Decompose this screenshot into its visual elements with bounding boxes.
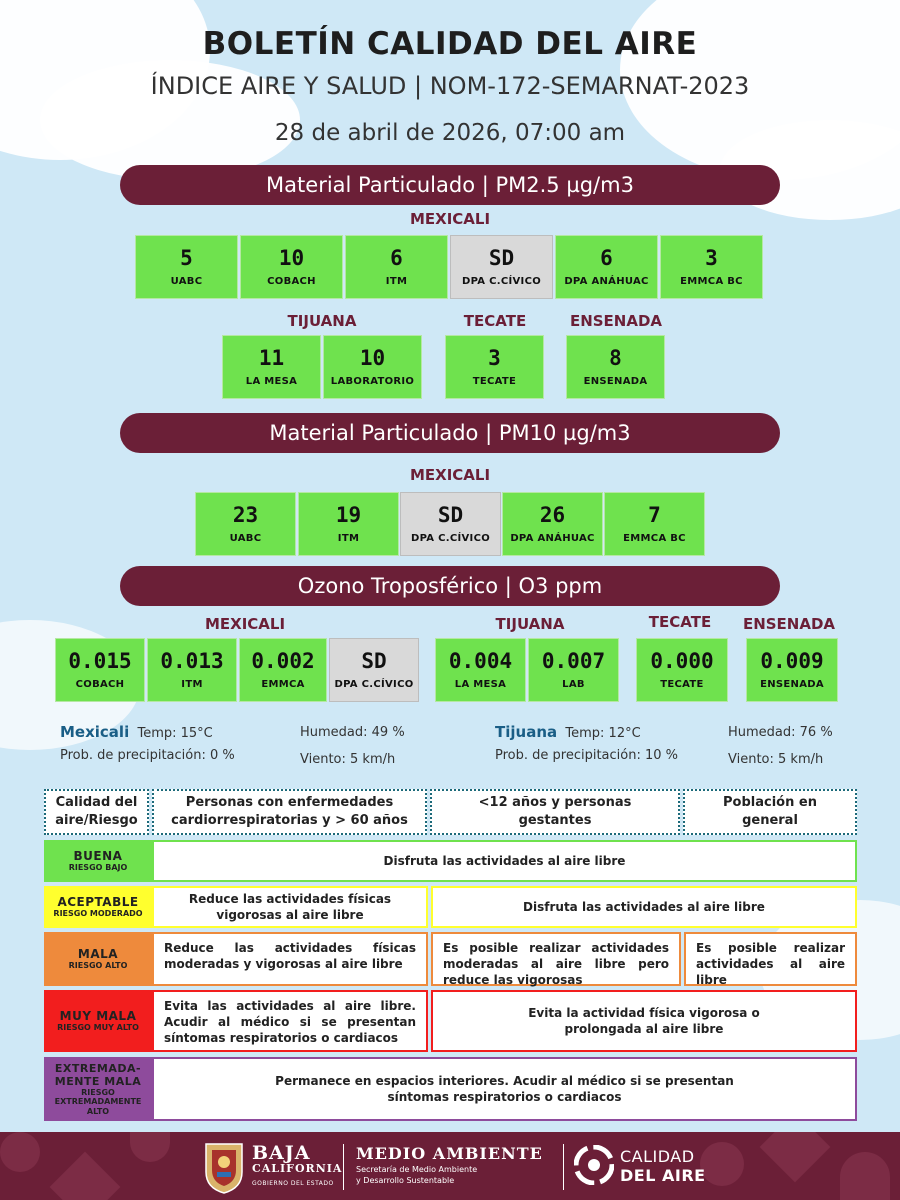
footer-pattern-shape — [700, 1142, 744, 1186]
footer-pattern-shape — [760, 1132, 831, 1182]
pm25-city-tecate: TECATE — [463, 312, 527, 330]
pm25-station-tile — [445, 335, 544, 399]
station-name: EMMCA BC — [680, 276, 743, 288]
recommendation-aceptable-sensitive: Reduce las actividades físicas vigorosas al aire libre — [152, 886, 428, 928]
pm25-station-tile — [135, 235, 238, 299]
station-name: DPA C.CÍVICO — [410, 533, 491, 545]
pm25-station-tile — [566, 335, 665, 399]
station-name: ITM — [385, 276, 408, 288]
o3-city-tecate: TECATE — [648, 613, 712, 631]
state-name-line1: BAJA — [252, 1142, 311, 1164]
station-value: 11 — [258, 345, 285, 370]
air-quality-logo-icon — [574, 1145, 614, 1185]
table-header-children: <12 años y personas gestantes — [430, 789, 680, 835]
level-extremadamente-mala — [44, 1057, 152, 1121]
station-name: EMMCA — [261, 679, 305, 691]
pm10-station-tile — [502, 492, 603, 556]
station-value: 8 — [609, 345, 622, 370]
o3-station-tile — [636, 638, 728, 702]
recommendation-extremadamente-mala: Permanece en espacios interiores. Acudir al médico si se presentan síntomas respiratorios o cardiacos — [152, 1057, 857, 1121]
temperature: Temp: 15°C — [137, 726, 213, 741]
brand-name-line1: CALIDAD — [620, 1147, 695, 1166]
station-value: 0.004 — [448, 648, 513, 673]
o3-station-tile — [435, 638, 526, 702]
footer-pattern-shape — [840, 1152, 890, 1200]
o3-station-tile — [746, 638, 838, 702]
station-name: COBACH — [75, 679, 125, 691]
station-value: 3 — [705, 245, 718, 270]
station-name: DPA ANÁHUAC — [564, 276, 649, 288]
footer-divider — [563, 1144, 564, 1190]
level-name: ACEPTABLE — [57, 895, 139, 910]
weather-mexicali-temp — [60, 723, 213, 741]
pm25-city-mexicali: MEXICALI — [409, 210, 491, 228]
o3-city-tijuana: TIJUANA — [495, 615, 565, 633]
weather-city-tijuana: Tijuana — [495, 723, 558, 741]
station-name: ENSENADA — [583, 376, 648, 388]
station-value: 0.009 — [760, 648, 824, 673]
o3-station-tile — [329, 638, 419, 702]
pm10-city-mexicali: MEXICALI — [409, 466, 491, 484]
station-value: 7 — [648, 502, 661, 527]
station-value: 0.015 — [68, 648, 132, 673]
station-value: 6 — [600, 245, 613, 270]
pm25-station-tile — [323, 335, 422, 399]
recommendation-muy-mala-rest: Evita la actividad física vigorosa o prolongada al aire libre — [431, 990, 857, 1052]
coat-of-arms-icon — [203, 1138, 245, 1194]
weather-mexicali-humidity: Humedad: 49 % — [300, 725, 405, 740]
brand-name-line2: DEL AIRE — [620, 1166, 706, 1185]
station-name: LAB — [562, 679, 585, 691]
station-name: UABC — [170, 276, 203, 288]
footer-pattern-shape — [50, 1152, 121, 1200]
level-aceptable — [44, 886, 152, 928]
station-name: TECATE — [472, 376, 517, 388]
department-subtitle-line2: y Desarrollo Sustentable — [356, 1176, 455, 1185]
station-name: TECATE — [660, 679, 704, 691]
station-name: DPA ANÁHUAC — [510, 533, 595, 545]
weather-tijuana-humidity: Humedad: 76 % — [728, 725, 833, 740]
station-name: ENSENADA — [760, 679, 824, 691]
weather-mexicali-precip: Prob. de precipitación: 0 % — [60, 748, 235, 763]
recommendation-mala-sensitive: Reduce las actividades físicas moderadas y vigorosas al aire libre — [152, 932, 428, 986]
level-risk: RIESGO MUY ALTO — [57, 1023, 139, 1033]
pm25-section-header: Material Particulado | PM2.5 µg/m3 — [120, 165, 780, 205]
station-value: 0.002 — [251, 648, 315, 673]
station-value: SD — [361, 648, 387, 673]
pm10-station-tile — [400, 492, 501, 556]
pm25-station-tile — [222, 335, 321, 399]
page-title: BOLETÍN CALIDAD DEL AIRE — [202, 26, 698, 62]
bulletin-datetime: 28 de abril de 2026, 07:00 am — [274, 120, 626, 146]
station-value: 19 — [335, 502, 362, 527]
level-risk: RIESGO ALTO — [68, 961, 128, 971]
o3-station-tile — [55, 638, 145, 702]
station-value: SD — [437, 502, 464, 527]
station-name: ITM — [337, 533, 360, 545]
o3-station-tile — [528, 638, 619, 702]
level-name: EXTREMADA-MENTE MALA — [54, 1061, 142, 1088]
department-name: MEDIO AMBIENTE — [356, 1144, 543, 1163]
recommendation-buena: Disfruta las actividades al aire libre — [152, 840, 857, 882]
table-header-general: Población en general — [683, 789, 857, 835]
station-value: 10 — [359, 345, 386, 370]
o3-station-tile — [147, 638, 237, 702]
o3-city-mexicali: MEXICALI — [204, 615, 286, 633]
o3-station-tile — [239, 638, 327, 702]
footer-bar — [0, 1132, 900, 1200]
weather-tijuana-precip: Prob. de precipitación: 10 % — [495, 748, 679, 763]
station-name: LA MESA — [245, 376, 298, 388]
weather-city-mexicali: Mexicali — [60, 723, 130, 741]
recommendation-mala-children: Es posible realizar actividades moderadas al aire libre pero reduce las vigorosas — [431, 932, 681, 986]
temperature: Temp: 12°C — [565, 726, 641, 741]
state-government-label: GOBIERNO DEL ESTADO — [252, 1180, 334, 1187]
weather-mexicali-wind: Viento: 5 km/h — [300, 752, 396, 767]
level-muy-mala — [44, 990, 152, 1052]
pm10-station-tile — [195, 492, 296, 556]
station-name: DPA C.CÍVICO — [334, 679, 414, 691]
level-buena — [44, 840, 152, 882]
o3-section-header: Ozono Troposférico | O3 ppm — [120, 566, 780, 606]
station-value: 23 — [232, 502, 259, 527]
footer-pattern-shape — [0, 1132, 40, 1172]
pm25-city-ensenada: ENSENADA — [569, 312, 663, 330]
pm25-station-tile — [660, 235, 763, 299]
level-mala — [44, 932, 152, 986]
weather-tijuana-wind: Viento: 5 km/h — [728, 752, 824, 767]
pm25-station-tile — [555, 235, 658, 299]
station-name: EMMCA BC — [623, 533, 686, 545]
level-name: MUY MALA — [59, 1009, 137, 1024]
station-name: COBACH — [267, 276, 316, 288]
level-risk: RIESGO EXTREMADAMENTE ALTO — [54, 1087, 142, 1116]
recommendation-mala-general: Es posible realizar actividades al aire libre — [684, 932, 857, 986]
station-value: 0.007 — [541, 648, 606, 673]
pm10-station-tile — [298, 492, 399, 556]
station-value: 26 — [539, 502, 566, 527]
weather-tijuana-temp — [495, 723, 641, 741]
station-value: SD — [488, 245, 515, 270]
pm25-station-tile — [345, 235, 448, 299]
pm25-station-tile — [450, 235, 553, 299]
o3-city-ensenada: ENSENADA — [742, 615, 836, 633]
station-name: ITM — [181, 679, 203, 691]
level-name: MALA — [77, 947, 119, 962]
level-risk: RIESGO BAJO — [68, 863, 128, 873]
station-name: LA MESA — [454, 679, 507, 691]
department-subtitle-line1: Secretaría de Medio Ambiente — [356, 1165, 478, 1174]
level-risk: RIESGO MODERADO — [53, 909, 143, 919]
station-value: 0.013 — [160, 648, 224, 673]
state-name-line2: CALIFORNIA — [252, 1162, 343, 1175]
recommendation-aceptable-rest: Disfruta las actividades al aire libre — [431, 886, 857, 928]
footer-divider — [343, 1144, 344, 1190]
pm25-station-tile — [240, 235, 343, 299]
station-value: 5 — [180, 245, 193, 270]
station-name: UABC — [229, 533, 262, 545]
pm25-city-tijuana: TIJUANA — [287, 312, 357, 330]
station-value: 0.000 — [650, 648, 714, 673]
station-value: 3 — [488, 345, 501, 370]
station-name: LABORATORIO — [330, 376, 415, 388]
page-subtitle: ÍNDICE AIRE Y SALUD | NOM-172-SEMARNAT-2023 — [150, 72, 750, 100]
table-header-sensitive: Personas con enfermedades cardiorrespiratorias y > 60 años — [152, 789, 427, 835]
recommendation-muy-mala-sensitive: Evita las actividades al aire libre. Acudir al médico si se presentan síntomas respiratorios o cardiacos — [152, 990, 428, 1052]
table-header-quality: Calidad del aire/Riesgo — [44, 789, 149, 835]
level-name: BUENA — [73, 849, 123, 864]
station-value: 10 — [278, 245, 305, 270]
footer-pattern-shape — [130, 1132, 170, 1162]
station-value: 6 — [390, 245, 403, 270]
pm10-section-header: Material Particulado | PM10 µg/m3 — [120, 413, 780, 453]
pm10-station-tile — [604, 492, 705, 556]
station-name: DPA C.CÍVICO — [461, 276, 542, 288]
